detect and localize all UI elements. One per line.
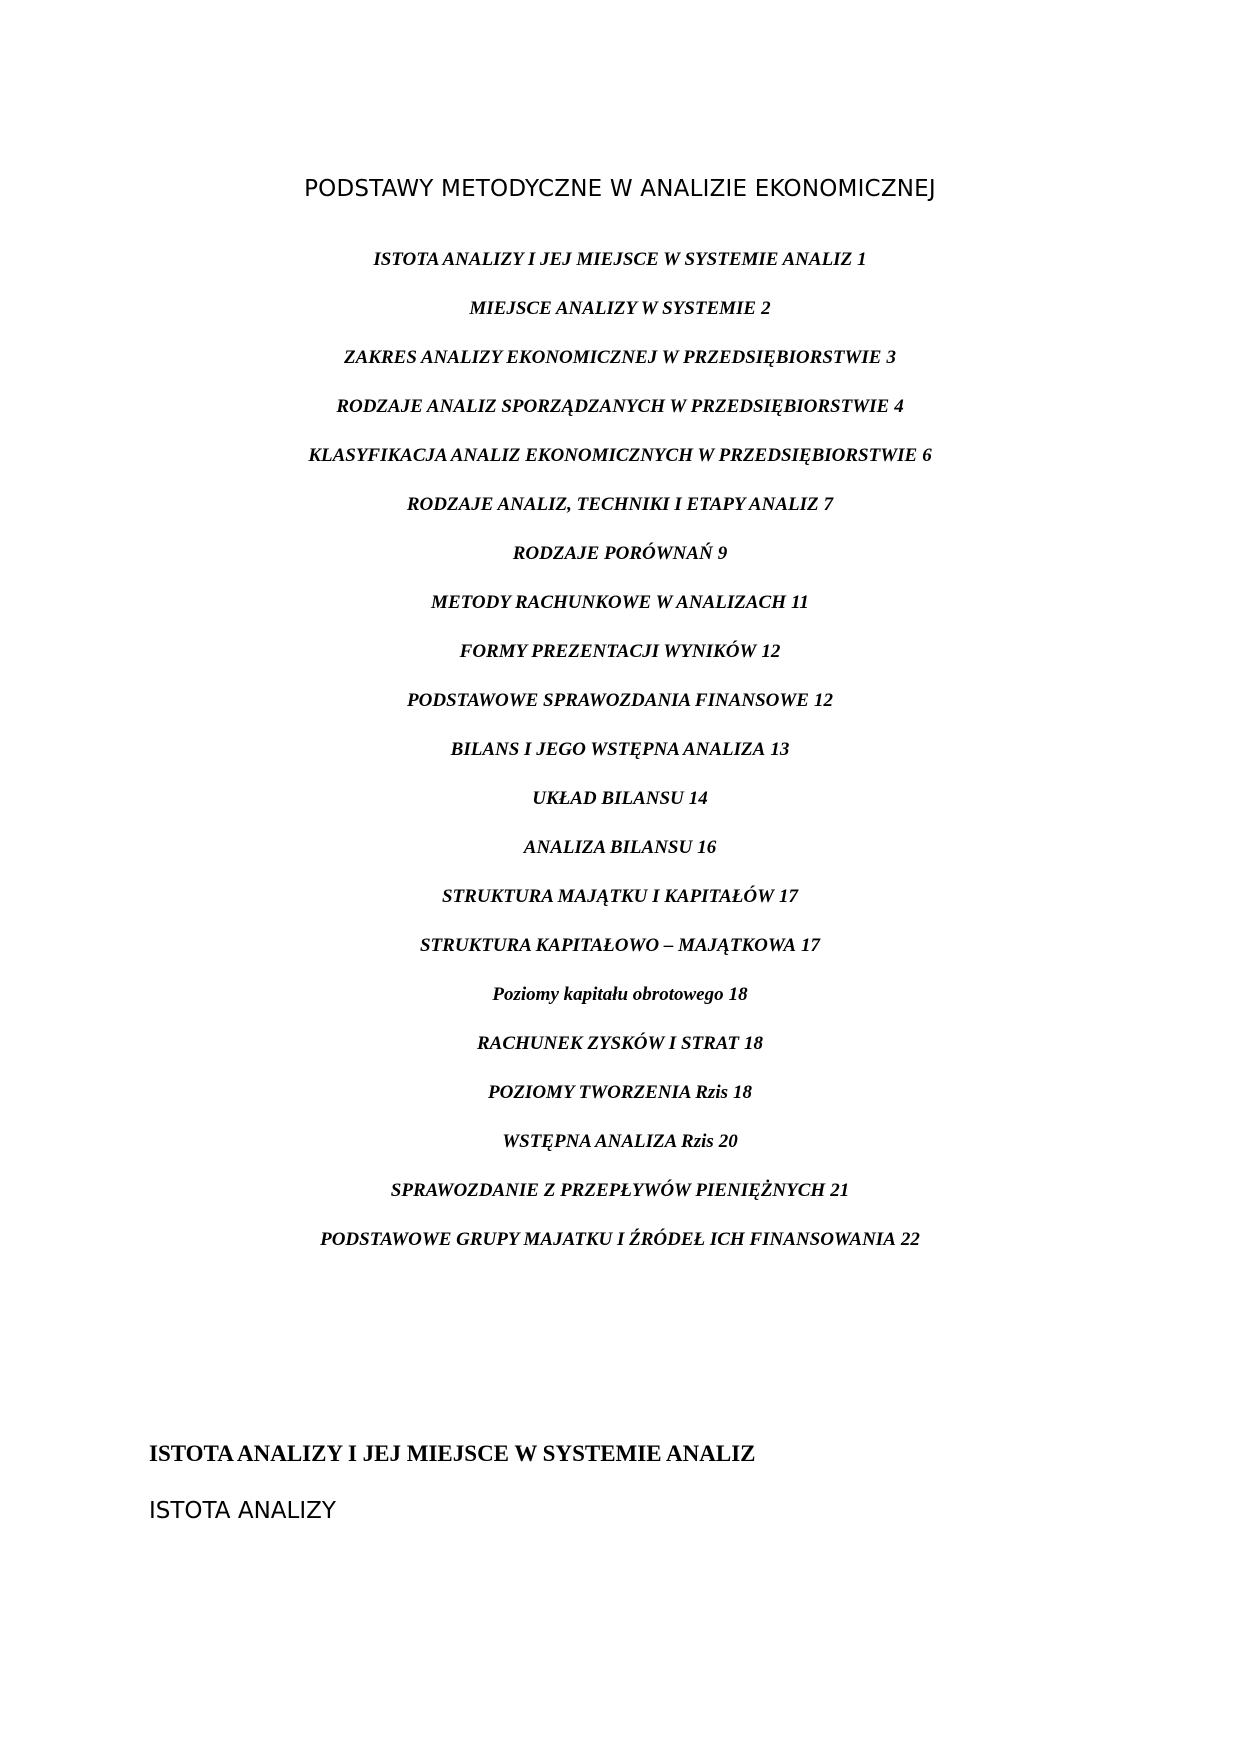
toc-entry-label: Poziomy kapitału obrotowego bbox=[492, 984, 724, 1005]
toc-entry[interactable] bbox=[0, 588, 1240, 637]
toc-entry[interactable] bbox=[0, 735, 1240, 784]
toc-entry[interactable] bbox=[0, 392, 1240, 441]
toc-entry[interactable] bbox=[0, 343, 1240, 392]
toc-entry-page: 11 bbox=[790, 592, 809, 613]
document-title: PODSTAWY METODYCZNE W ANALIZIE EKONOMICZNEJ bbox=[304, 176, 936, 202]
toc-entry-page: 18 bbox=[744, 1033, 764, 1054]
toc-entry-label: RODZAJE ANALIZ SPORZĄDZANYCH W PRZEDSIĘBIORSTWIE bbox=[336, 396, 890, 417]
section-heading: ISTOTA ANALIZY I JEJ MIEJSCE W SYSTEMIE ANALIZ bbox=[149, 1441, 756, 1466]
toc-entry-label: UKŁAD BILANSU bbox=[532, 788, 684, 809]
toc-entry-page: 17 bbox=[801, 935, 821, 956]
toc-entry[interactable] bbox=[0, 1127, 1240, 1176]
toc-entry-page: 4 bbox=[894, 396, 904, 417]
toc-entry-label: BILANS I JEGO WSTĘPNA ANALIZA bbox=[450, 739, 766, 760]
toc-entry-label: ANALIZA BILANSU bbox=[523, 837, 693, 858]
subsection-heading: ISTOTA ANALIZY bbox=[149, 1498, 336, 1524]
toc-entry-label: FORMY PREZENTACJI WYNIKÓW bbox=[459, 641, 757, 662]
toc-entry-label: KLASYFIKACJA ANALIZ EKONOMICZNYCH W PRZEDSIĘBIORSTWIE bbox=[308, 445, 918, 466]
toc-entry-page: 21 bbox=[830, 1180, 850, 1201]
toc-entry[interactable] bbox=[0, 980, 1240, 1029]
toc-entry-page: 17 bbox=[779, 886, 799, 907]
toc-entry-page: 12 bbox=[761, 641, 781, 662]
toc-entry-label: PODSTAWOWE GRUPY MAJATKU I ŹRÓDEŁ ICH FINANSOWANIA bbox=[320, 1229, 896, 1250]
toc-entry-label: STRUKTURA KAPITAŁOWO – MAJĄTKOWA bbox=[419, 935, 797, 956]
toc-entry[interactable] bbox=[0, 882, 1240, 931]
toc-entry-label: WSTĘPNA ANALIZA Rzis bbox=[502, 1131, 714, 1152]
toc-entry-label: POZIOMY TWORZENIA Rzis bbox=[488, 1082, 728, 1103]
toc-entry-label: SPRAWOZDANIE Z PRZEPŁYWÓW PIENIĘŻNYCH bbox=[390, 1180, 826, 1201]
toc-entry-page: 12 bbox=[813, 690, 833, 711]
toc-entry-page: 14 bbox=[688, 788, 708, 809]
toc-entry-page: 1 bbox=[857, 249, 867, 270]
toc-entry-page: 13 bbox=[770, 739, 790, 760]
toc-entry-page: 16 bbox=[697, 837, 717, 858]
toc-entry[interactable] bbox=[0, 1176, 1240, 1225]
toc-entry[interactable] bbox=[0, 1029, 1240, 1078]
toc-entry[interactable] bbox=[0, 539, 1240, 588]
toc-entry[interactable] bbox=[0, 1078, 1240, 1127]
toc-entry-label: ISTOTA ANALIZY I JEJ MIEJSCE W SYSTEMIE ANALIZ bbox=[373, 249, 853, 270]
toc-entry-page: 9 bbox=[717, 543, 728, 564]
toc-entry-page: 22 bbox=[900, 1229, 920, 1250]
toc-entry-label: MIEJSCE ANALIZY W SYSTEMIE bbox=[469, 298, 757, 319]
toc-entry[interactable] bbox=[0, 686, 1240, 735]
table-of-contents bbox=[0, 245, 1240, 1274]
toc-entry[interactable] bbox=[0, 1225, 1240, 1274]
toc-entry-label: RODZAJE PORÓWNAŃ bbox=[512, 543, 713, 564]
toc-entry-page: 6 bbox=[922, 445, 932, 466]
toc-entry-label: STRUKTURA MAJĄTKU I KAPITAŁÓW bbox=[441, 886, 775, 907]
toc-entry[interactable] bbox=[0, 490, 1240, 539]
toc-entry[interactable] bbox=[0, 931, 1240, 980]
toc-entry-page: 20 bbox=[718, 1131, 738, 1152]
toc-entry-page: 3 bbox=[886, 347, 896, 368]
toc-entry-page: 2 bbox=[761, 298, 771, 319]
toc-entry[interactable] bbox=[0, 637, 1240, 686]
toc-entry-label: RACHUNEK ZYSKÓW I STRAT bbox=[476, 1033, 740, 1054]
toc-entry-label: ZAKRES ANALIZY EKONOMICZNEJ W PRZEDSIĘBIORSTWIE bbox=[344, 347, 882, 368]
toc-entry-label: RODZAJE ANALIZ, TECHNIKI I ETAPY ANALIZ bbox=[406, 494, 819, 515]
toc-entry-page: 18 bbox=[733, 1082, 752, 1103]
toc-entry[interactable] bbox=[0, 294, 1240, 343]
toc-entry-page: 18 bbox=[728, 984, 748, 1005]
toc-entry[interactable] bbox=[0, 833, 1240, 882]
toc-entry[interactable] bbox=[0, 441, 1240, 490]
toc-entry[interactable] bbox=[0, 784, 1240, 833]
toc-entry[interactable] bbox=[0, 245, 1240, 294]
toc-entry-label: METODY RACHUNKOWE W ANALIZACH bbox=[431, 592, 786, 613]
toc-entry-page: 7 bbox=[823, 494, 834, 515]
toc-entry-label: PODSTAWOWE SPRAWOZDANIA FINANSOWE bbox=[407, 690, 809, 711]
